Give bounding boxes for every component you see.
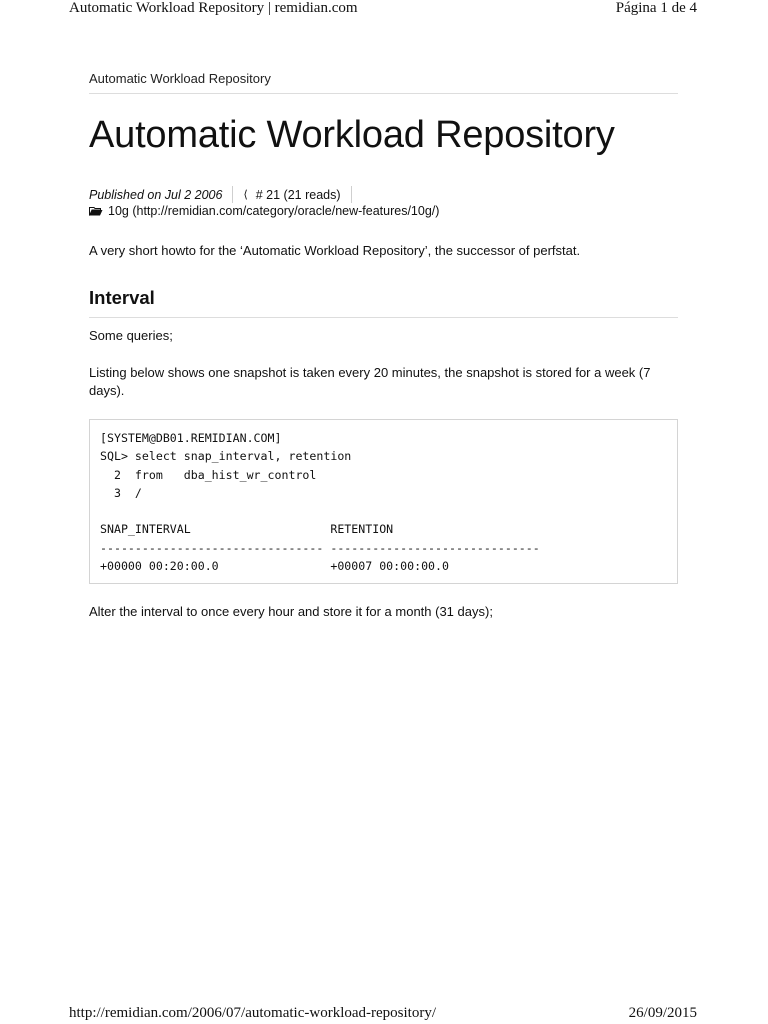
breadcrumb[interactable]: Automatic Workload Repository: [89, 71, 271, 86]
intro-paragraph: A very short howto for the ‘Automatic Workload Repository’, the successor of perfstat.: [89, 243, 581, 258]
code-block: [89, 419, 678, 584]
published-date: Published on Jul 2 2006: [89, 187, 223, 202]
post-meta: [89, 186, 362, 203]
print-footer: [69, 1005, 697, 1022]
print-header: [69, 0, 697, 17]
folder-icon: [89, 206, 103, 216]
section-divider: [89, 317, 678, 318]
page-title: Automatic Workload Repository: [89, 114, 615, 156]
footer-url: http://remidian.com/2006/07/automatic-workload-repository/: [69, 1005, 437, 1021]
comment-count-link[interactable]: # 21 (21 reads): [255, 187, 341, 202]
paragraph: Alter the interval to once every hour and store it for a month (31 days);: [89, 604, 493, 619]
breadcrumb-divider: [89, 93, 678, 94]
category-link[interactable]: 10g (http://remidian.com/category/oracle/new-features/10g/): [108, 204, 440, 218]
page-number: Página 1 de 4: [615, 0, 697, 16]
paragraph: Some queries;: [89, 328, 173, 343]
paragraph: Listing below shows one snapshot is taken every 20 minutes, the snapshot is stored for a week (7 days).: [89, 365, 651, 398]
post-category: [89, 204, 439, 218]
meta-divider: [232, 186, 233, 203]
comment-icon: ⟨: [243, 189, 248, 201]
section-heading: Interval: [89, 287, 155, 308]
meta-divider: [351, 186, 352, 203]
print-header-title: Automatic Workload Repository | remidian.com: [69, 0, 358, 16]
code-listing: [SYSTEM@DB01.REMIDIAN.COM] SQL> select snap_interval, retention 2 from dba_hist_wr_control 3 / SNAP_INTERVAL RETENTION -------------------------------- ------------------------------ +00000 00:20:00.0 +00007 00:00:00.0: [100, 431, 540, 574]
footer-date: 26/09/2015: [628, 1005, 697, 1021]
